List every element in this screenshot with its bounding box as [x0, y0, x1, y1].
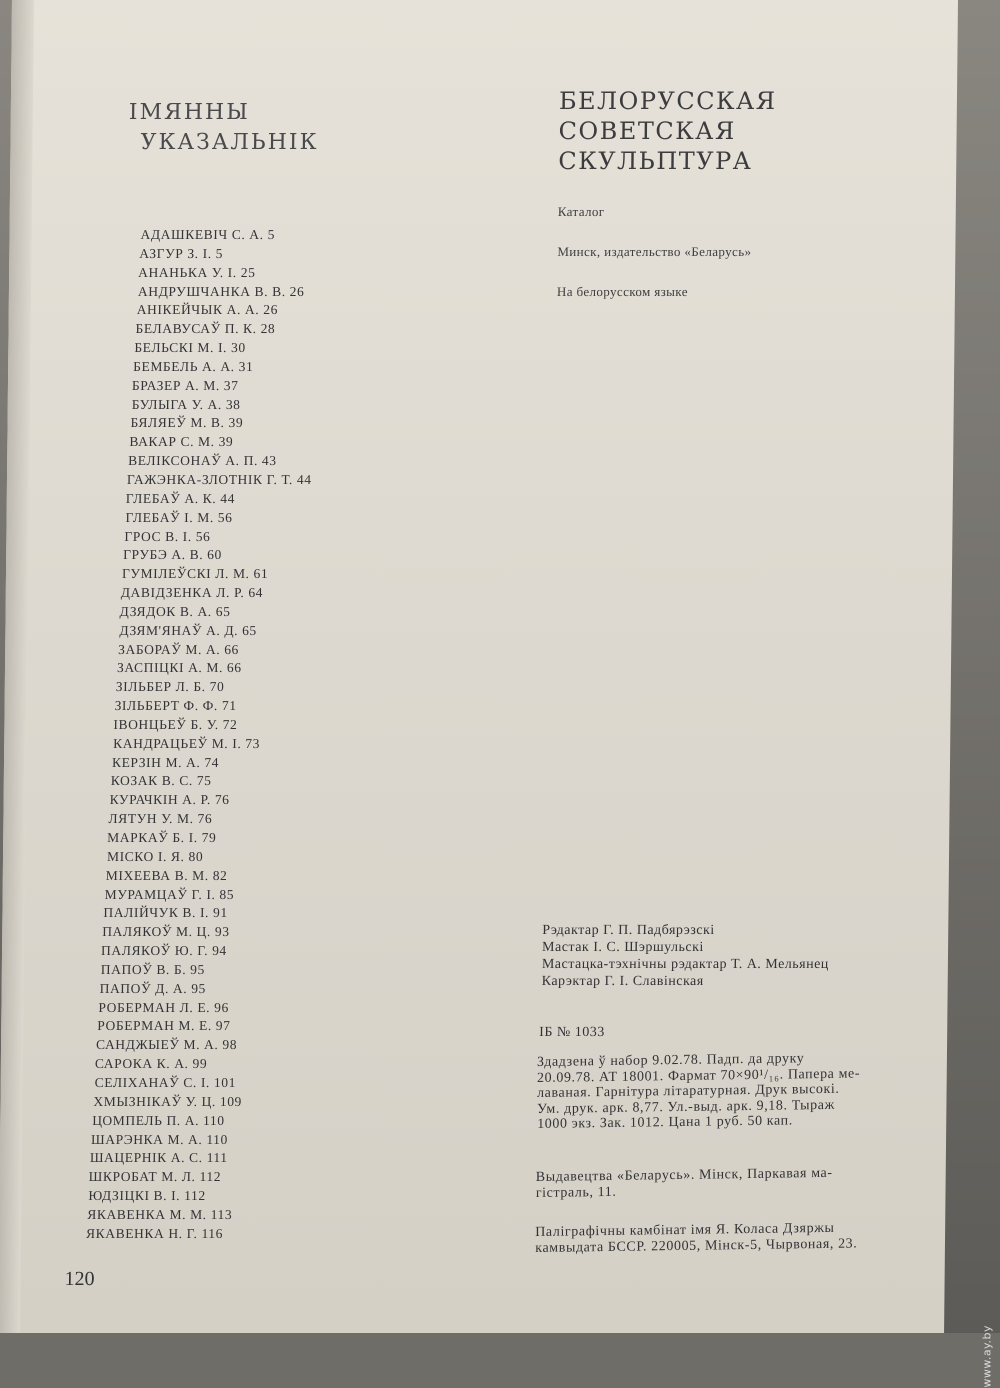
index-entry: ШАРЭНКА М. А. 110 — [90, 1131, 229, 1147]
index-entry: РОБЕРМАН Л. Е. 96 — [98, 999, 229, 1015]
index-entry: КУРАЧКІН А. Р. 76 — [109, 792, 230, 808]
index-entry: ЗАСПІЦКІ А. М. 66 — [116, 660, 242, 676]
index-entry: БЯЛЯЕЎ М. В. 39 — [130, 415, 244, 431]
print-details-line: Ум. друк. арк. 8,77. Ул.-выд. арк. 9,18. Тыраж — [537, 1097, 835, 1117]
index-entry: ПАПОЎ Д. А. 95 — [99, 980, 207, 996]
index-entry: БРАЗЕР А. М. 37 — [131, 377, 239, 393]
publisher-address-line: Выдавецтва «Беларусь». Мінск, Паркавая ма- — [535, 1165, 833, 1185]
print-details-line: 1000 экз. Зак. 1012. Цана 1 руб. 50 кап. — [537, 1113, 793, 1132]
index-entry: ДЗЯМ'ЯНАЎ А. Д. 65 — [119, 622, 257, 638]
index-heading — [128, 98, 319, 158]
index-entry: БЕМБЕЛЬ А. А. 31 — [133, 358, 254, 374]
index-entry: ЯКАВЕНКА Н. Г. 116 — [86, 1225, 224, 1241]
index-entry: БЕЛЬСКІ М. І. 30 — [134, 340, 246, 356]
credit-artist: Мастак І. С. Шэршульскі — [541, 940, 704, 955]
ib-number: ІБ № 1033 — [539, 1025, 605, 1040]
index-entry: ПАЛІЙЧУК В. І. 91 — [103, 905, 228, 921]
credits-list — [542, 922, 830, 990]
index-entry: ІВОНЦЬЕЎ Б. У. 72 — [113, 716, 238, 732]
print-details — [537, 1050, 860, 1132]
index-entry: АНІКЕЙЧЫК А. А. 26 — [136, 302, 279, 318]
print-details-line: Здадзена ў набор 9.02.78. Падп. да друку — [536, 1051, 805, 1070]
publisher-address — [536, 1166, 833, 1202]
index-entry: ПАЛЯКОЎ М. Ц. 93 — [102, 924, 230, 940]
catalog-label: Каталог — [557, 204, 605, 219]
index-entry: ШАЦЕРНІК А. С. 111 — [89, 1150, 228, 1166]
index-entry: МІСКО І. Я. 80 — [106, 848, 204, 864]
index-entry: ПАПОЎ В. Б. 95 — [100, 961, 206, 977]
page-number: 120 — [64, 1268, 95, 1290]
print-details-line: 20.09.78. АТ 18001. Фармат 70×90¹/₁₆. Папера ме- — [537, 1065, 861, 1086]
index-entry: АНАНЬКА У. І. 25 — [138, 264, 256, 280]
index-entry: САРОКА К. А. 99 — [94, 1056, 208, 1072]
index-entry: ЛЯТУН У. М. 76 — [108, 811, 213, 827]
index-entry: ГРУБЭ А. В. 60 — [123, 547, 223, 563]
book-title-line-3: СКУЛЬПТУРА — [558, 147, 753, 175]
index-entry: ЗІЛЬБЕР Л. Б. 70 — [115, 679, 225, 695]
index-entry: СЕЛІХАНАЎ С. І. 101 — [94, 1074, 237, 1090]
index-entry: ЮДЗІЦКІ В. І. 112 — [88, 1188, 206, 1204]
publisher-address-line: гістраль, 11. — [535, 1184, 617, 1201]
index-entry: ВЕЛІКСОНАЎ А. П. 43 — [128, 453, 277, 469]
printing-house — [535, 1221, 857, 1257]
book-title-line-2: СОВЕТСКАЯ — [558, 117, 736, 145]
index-entry: ХМЫЗНІКАЎ У. Ц. 109 — [93, 1093, 243, 1109]
credit-proofreader: Карэктар Г. І. Славінская — [541, 974, 704, 989]
index-entry: МУРАМЦАЎ Г. І. 85 — [104, 886, 235, 902]
credit-editor: Рэдактар Г. П. Падбярэзскі — [542, 923, 715, 938]
index-entry: ГАЖЭНКА-ЗЛОТНІК Г. Т. 44 — [126, 471, 312, 487]
index-entry: ГРОС В. І. 56 — [124, 528, 211, 544]
index-entry: МІХЕЕВА В. М. 82 — [105, 867, 228, 883]
index-entry: КОЗАК В. С. 75 — [110, 773, 212, 789]
index-entry: ЯКАВЕНКА М. М. 113 — [87, 1206, 233, 1222]
name-index-list — [0, 226, 314, 1244]
index-entry: ГЛЕБАЎ І. М. 56 — [125, 509, 233, 525]
printing-house-line: камвыдата БССР. 220005, Мінск-5, Чырвоная, 23. — [535, 1236, 858, 1256]
index-entry: КАНДРАЦЬЕЎ М. І. 73 — [113, 735, 261, 751]
print-details-line: лаваная. Гарнітура літаратурная. Друк высокі. — [537, 1081, 840, 1101]
index-entry: КЕРЗІН М. А. 74 — [111, 754, 220, 770]
index-entry: ШКРОБАТ М. Л. 112 — [88, 1169, 222, 1185]
index-entry: МАРКАЎ Б. І. 79 — [107, 830, 217, 845]
index-entry: АДАШКЕВІЧ С. А. 5 — [140, 227, 276, 242]
index-entry: ГУМІЛЕЎСКІ Л. М. 61 — [121, 566, 269, 582]
book-title-line-1: БЕЛОРУССКАЯ — [558, 87, 777, 115]
credit-technical-editor: Мастацка-тэхнічны рэдактар Т. А. Мельянец — [541, 957, 829, 972]
index-heading-line-2: УКАЗАЛЬНІК — [140, 130, 319, 155]
index-entry: ДЗЯДОК В. А. 65 — [119, 603, 231, 619]
index-entry: ВАКАР С. М. 39 — [129, 434, 234, 450]
index-entry: САНДЖЫЕЎ М. А. 98 — [95, 1037, 238, 1053]
index-entry: АЗГУР З. І. 5 — [139, 245, 224, 261]
printing-house-line: Паліграфічны камбінат імя Я. Коласа Дзяржы — [535, 1220, 835, 1240]
index-heading-line-1: ІМЯННЫ — [128, 100, 250, 125]
publisher-line: Минск, издательство «Беларусь» — [557, 244, 752, 259]
watermark-text: www.ay.by — [981, 1325, 994, 1388]
index-entry: РОБЕРМАН М. Е. 97 — [97, 1018, 231, 1034]
index-entry: ПАЛЯКОЎ Ю. Г. 94 — [100, 943, 227, 959]
language-note: На белорусском языке — [556, 284, 689, 299]
index-entry: АНДРУШЧАНКА В. В. 26 — [137, 283, 305, 299]
index-entry: ЗІЛЬБЕРТ Ф. Ф. 71 — [114, 698, 237, 714]
index-entry: ДАВІДЗЕНКА Л. Р. 64 — [120, 585, 264, 601]
index-entry: БЕЛАВУСАЎ П. К. 28 — [135, 321, 276, 337]
index-entry: ГЛЕБАЎ А. К. 44 — [125, 490, 236, 506]
index-entry: БУЛЫГА У. А. 38 — [131, 396, 241, 412]
book-title — [558, 86, 777, 176]
index-entry: ЦОМПЕЛЬ П. А. 110 — [92, 1112, 225, 1128]
index-entry: ЗАБОРАЎ М. А. 66 — [118, 641, 240, 657]
